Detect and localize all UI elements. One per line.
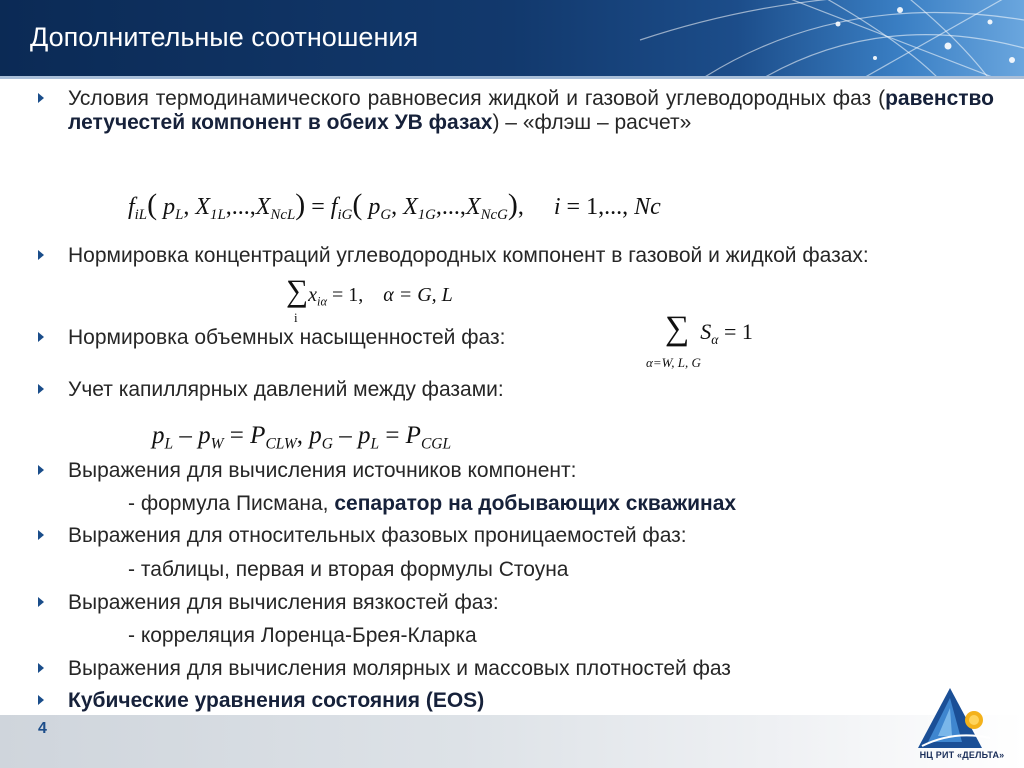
bullet-text: Кубические уравнения состояния (EOS) bbox=[68, 689, 485, 712]
bullet-concentration bbox=[38, 244, 998, 294]
bullet-text-end: ) – «флэш – расчет» bbox=[492, 111, 692, 134]
bullet-text: Выражения для вычисления молярных и массовых плотностей фаз bbox=[68, 657, 731, 680]
bullet-capillary bbox=[38, 378, 998, 404]
bullet-arrow-icon bbox=[38, 332, 44, 342]
sub-item-bold: сепаратор на добывающих скважинах bbox=[334, 492, 737, 515]
footer-bar bbox=[0, 715, 1024, 768]
sub-item-sources bbox=[128, 492, 736, 516]
saturation-equation: ∑ $S_\alpha = 1$ bbox=[665, 310, 753, 347]
page-title: Дополнительные соотношения bbox=[30, 22, 419, 52]
page-number: 4 bbox=[38, 720, 47, 737]
bullet-arrow-icon bbox=[38, 384, 44, 394]
bullet-text: Выражения для относительных фазовых проницаемостей фаз: bbox=[68, 524, 687, 547]
bullet-text-bold: равенство летучестей компонент в обеих УВ фазах bbox=[68, 87, 994, 134]
bullet-text: Учет капиллярных давлений между фазами: bbox=[68, 378, 504, 401]
bullet-density bbox=[38, 657, 998, 683]
title-underline bbox=[0, 76, 1024, 79]
bullet-equilibrium bbox=[38, 87, 998, 159]
title-bar bbox=[0, 0, 1024, 76]
sum-index: i bbox=[294, 310, 298, 325]
sum-sign: ∑ bbox=[286, 273, 309, 308]
bullet-text: Нормировка концентраций углеводородных компонент в газовой и жидкой фазах: bbox=[68, 244, 869, 267]
sub-item-viscosity: - корреляция Лоренца-Брея-Кларка bbox=[128, 624, 477, 647]
bullet-arrow-icon bbox=[38, 250, 44, 260]
sub-item-text: - формула Писмана, bbox=[128, 492, 335, 515]
bullet-arrow-icon bbox=[38, 465, 44, 475]
bullet-text: Выражения для вычисления вязкостей фаз: bbox=[68, 591, 499, 614]
bullet-arrow-icon bbox=[38, 530, 44, 540]
sum-index: α=W, L, G bbox=[646, 355, 701, 370]
bullet-viscosity bbox=[38, 591, 998, 617]
bullet-arrow-icon bbox=[38, 695, 44, 705]
concentration-equation: $\sum x_{i\alpha} = 1$, α = G, L bbox=[286, 273, 453, 309]
capillary-equation: $p_L - p_W = P_{CLW}$, $p_G - p_L = P_{CGL}$ bbox=[152, 422, 452, 453]
bullet-text: Выражения для вычисления источников компонент: bbox=[68, 459, 577, 482]
bullet-permeability bbox=[38, 524, 998, 550]
bullet-text bbox=[68, 87, 994, 135]
fugacity-equation: $f_{iL}$( $p_L$, $X_{1L},...,X_{NcL}) = f_{iG}$( $p_G$, $X_{1G},...,X_{NcG}$), i = 1,..., Nc bbox=[128, 188, 661, 224]
bullet-eos bbox=[38, 689, 998, 715]
sub-item-permeability: - таблицы, первая и вторая формулы Стоуна bbox=[128, 558, 569, 581]
logo-text: НЦ РИТ «ДЕЛЬТА» bbox=[919, 750, 1005, 760]
bullet-text: Нормировка объемных насыщенностей фаз: bbox=[68, 326, 506, 349]
bullet-saturation bbox=[38, 326, 998, 352]
bullet-arrow-icon bbox=[38, 663, 44, 673]
bullet-arrow-icon bbox=[38, 93, 44, 103]
sum-sign: ∑ bbox=[665, 310, 690, 347]
bullet-sources bbox=[38, 459, 998, 485]
bullet-arrow-icon bbox=[38, 597, 44, 607]
bullet-text-start: Условия термодинамического равновесия жидкой и газовой углеводородных фаз ( bbox=[68, 87, 886, 110]
